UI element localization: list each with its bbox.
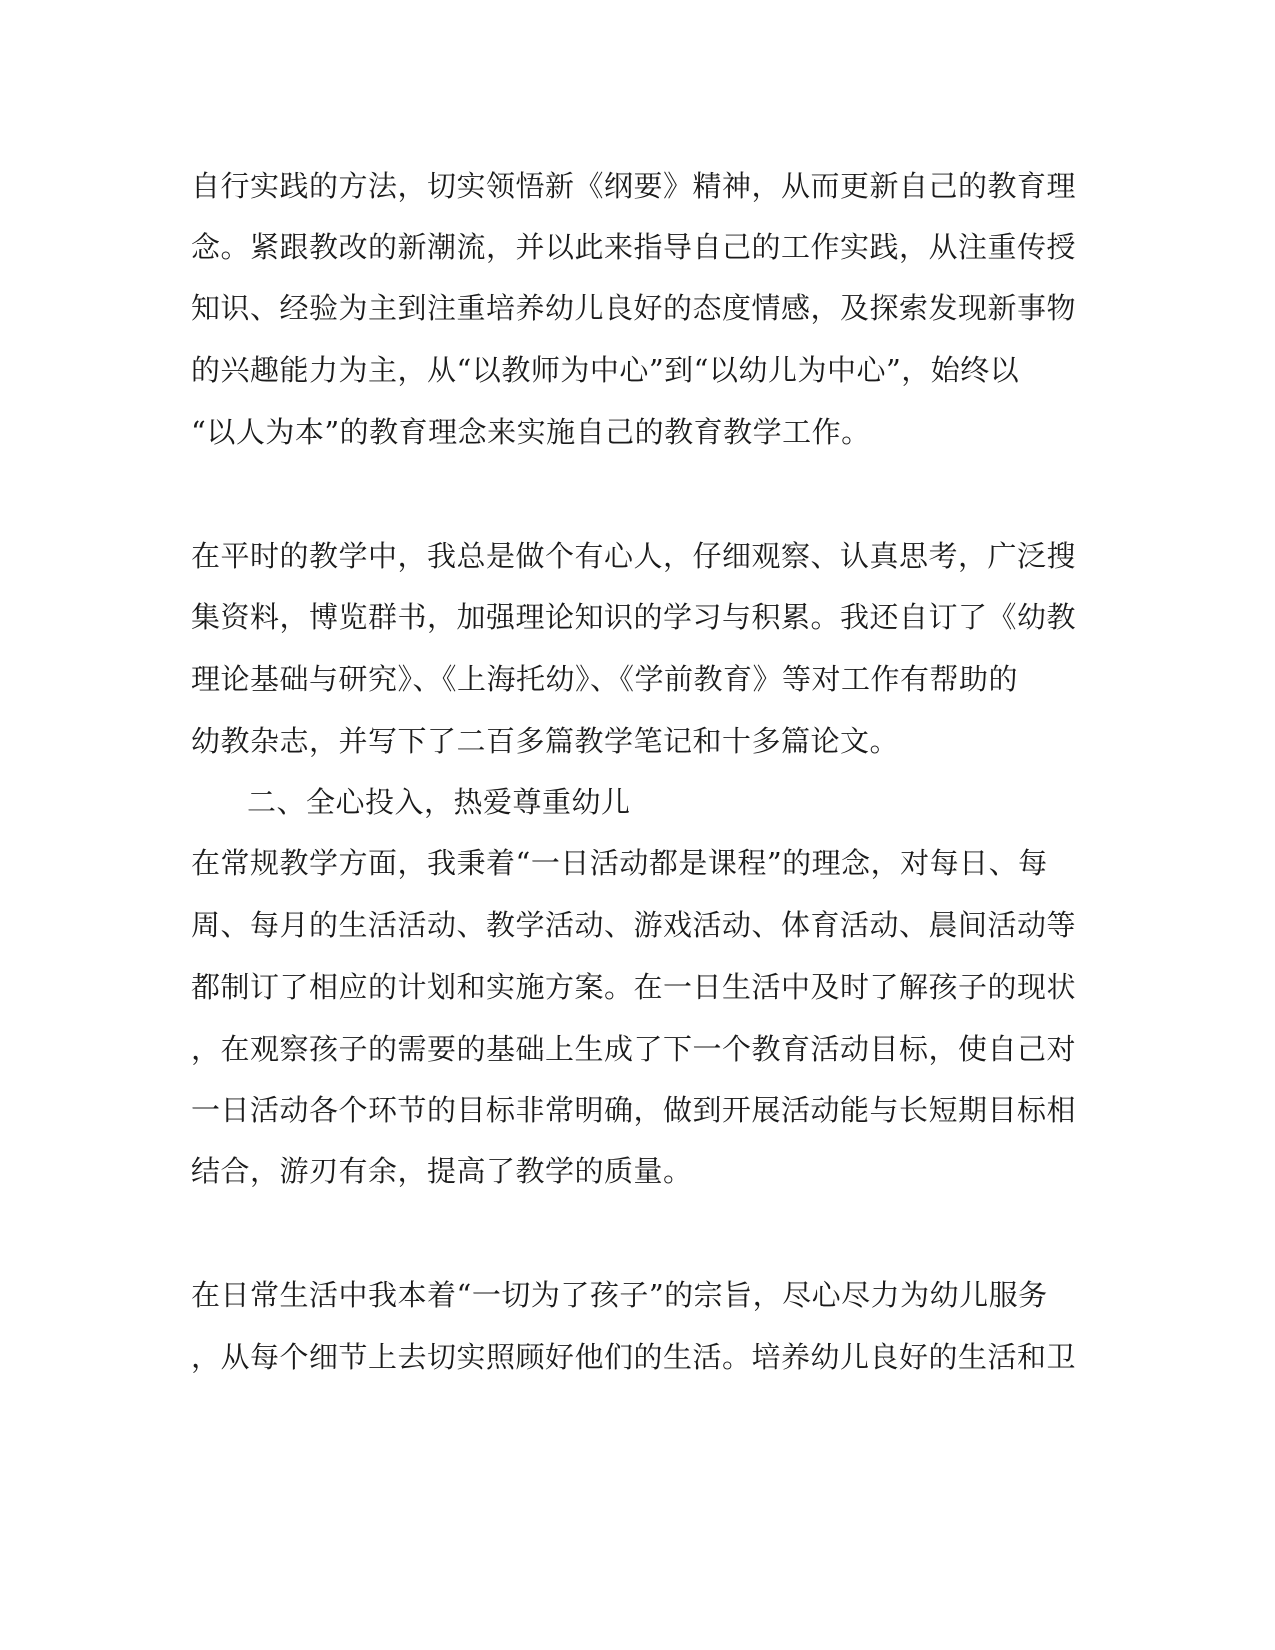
- section-heading: 二、全心投入，热爱尊重幼儿: [247, 785, 631, 819]
- text-line: 在日常生活中我本着“一切为了孩子”的宗旨，尽心尽力为幼儿服务: [191, 1278, 1048, 1312]
- text-line: ，在观察孩子的需要的基础上生成了下一个教育活动目标，使自己对: [191, 1032, 1077, 1066]
- text-line: 在平时的教学中，我总是做个有心人，仔细观察、认真思考，广泛搜: [191, 539, 1077, 573]
- text-line: 在常规教学方面，我秉着“一日活动都是课程”的理念，对每日、每: [191, 846, 1048, 880]
- text-line: 理论基础与研究》、《上海托幼》、《学前教育》等对工作有帮助的: [191, 662, 1019, 696]
- text-line: ，从每个细节上去切实照顾好他们的生活。培养幼儿良好的生活和卫: [191, 1340, 1077, 1374]
- text-line: 周、每月的生活活动、教学活动、游戏活动、体育活动、晨间活动等: [191, 908, 1077, 942]
- text-line: 幼教杂志，并写下了二百多篇教学笔记和十多篇论文。: [191, 724, 900, 758]
- text-line: 自行实践的方法，切实领悟新《纲要》精神，从而更新自己的教育理: [191, 169, 1077, 203]
- text-line: 都制订了相应的计划和实施方案。在一日生活中及时了解孩子的现状: [191, 970, 1077, 1004]
- text-line: 知识、经验为主到注重培养幼儿良好的态度情感，及探索发现新事物: [191, 291, 1077, 325]
- text-line: 的兴趣能力为主，从“以教师为中心”到“以幼儿为中心”，始终以: [191, 353, 1020, 387]
- text-line: 结合，游刃有余，提高了教学的质量。: [191, 1154, 693, 1188]
- text-line: 念。紧跟教改的新潮流，并以此来指导自己的工作实践，从注重传授: [191, 230, 1077, 264]
- text-line: 集资料，博览群书，加强理论知识的学习与积累。我还自订了《幼教: [191, 600, 1077, 634]
- text-line: “以人为本”的教育理念来实施自己的教育教学工作。: [191, 415, 871, 449]
- text-line: 一日活动各个环节的目标非常明确，做到开展活动能与长短期目标相: [191, 1093, 1077, 1127]
